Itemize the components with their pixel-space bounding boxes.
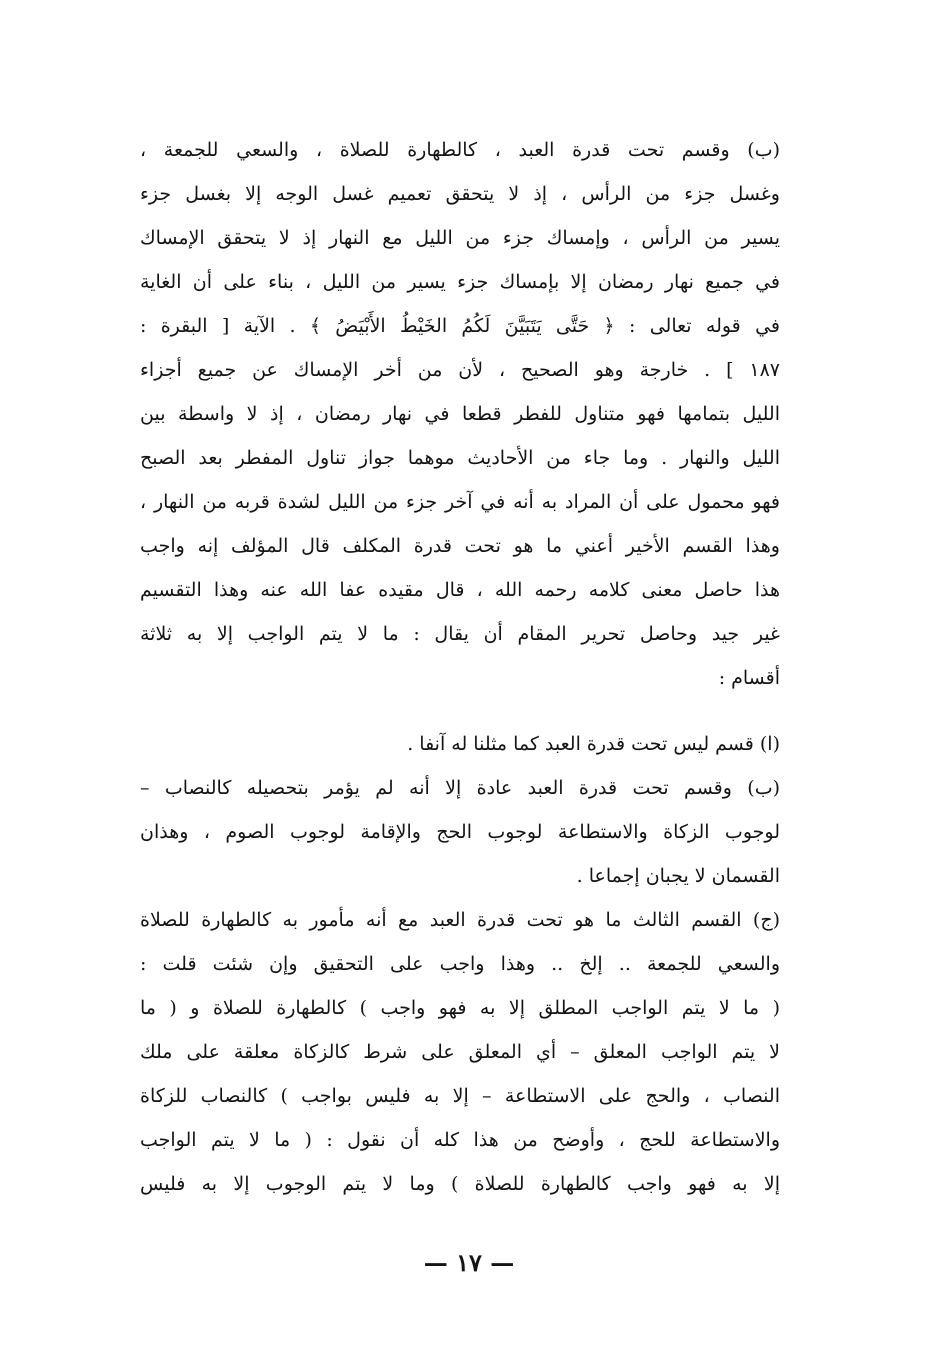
list-item-b: [140, 766, 780, 898]
text-line: في جميع نهار رمضان إلا بإمساك جزء يسير من الليل ، بناء على أن الغاية: [140, 271, 780, 293]
text-line: إلا به فهو واجب كالطهارة للصلاة ) وما لا يتم الوجوب إلا به فليس: [140, 1173, 780, 1195]
text-line: فهو محمول على أن المراد به أنه في آخر جزء من الليل لشدة قربه من النهار ،: [140, 491, 780, 513]
text-line: ١٨٧ ] . خارجة وهو الصحيح ، لأن من أخر الإمساك عن جميع أجزاء: [140, 359, 780, 381]
paragraph-main: [140, 128, 780, 700]
text-line: وهذا القسم الأخير أعني ما هو تحت قدرة المكلف قال المؤلف إنه واجب: [140, 535, 780, 557]
list-item-a: [140, 722, 780, 766]
text-line: القسمان لا يجبان إجماعا .: [576, 865, 780, 887]
text-line: والاستطاعة للحج ، وأوضح من هذا كله أن نقول : ( ما لا يتم الواجب: [140, 1129, 780, 1151]
text-line: وغسل جزء من الرأس ، إذ لا يتحقق تعميم غسل الوجه إلا بغسل جزء: [140, 183, 780, 205]
page-number: — ١٧ —: [423, 1248, 515, 1277]
text-line: أقسام :: [718, 667, 780, 689]
paragraph-gap: [140, 700, 780, 722]
text-line: الليل والنهار . وما جاء من الأحاديث موهما جواز تناول المفطر بعد الصبح: [140, 447, 780, 469]
text-line: يسير من الرأس ، وإمساك جزء من الليل مع النهار إذ لا يتحقق الإمساك: [140, 227, 780, 249]
text-line: لا يتم الواجب المعلق – أي المعلق على شرط كالزكاة معلقة على ملك: [140, 1041, 780, 1063]
text-line: ( ما لا يتم الواجب المطلق إلا به فهو واجب ) كالطهارة للصلاة و ( ما: [140, 997, 780, 1019]
text-line: (ا) قسم ليس تحت قدرة العبد كما مثلنا له آنفا .: [407, 733, 780, 755]
text-line: الليل بتمامها فهو متناول للفطر قطعا في نهار رمضان ، إذ لا واسطة بين: [140, 403, 780, 425]
text-line: هذا حاصل معنى كلامه رحمه الله ، قال مقيده عفا الله عنه وهذا التقسيم: [140, 579, 780, 601]
text-line: (ب) وقسم تحت قدرة العبد عادة إلا أنه لم يؤمر بتحصيله كالنصاب –: [140, 777, 780, 799]
list-item-c: [140, 898, 780, 1206]
text-line: في قوله تعالى : ﴿ حَتَّى يَتَبَيَّنَ لَكُمُ الخَيْطُ الأَبْيَضُ ﴾ . الآية [ البقرة :: [140, 315, 780, 337]
text-line: غير جيد وحاصل تحرير المقام أن يقال : ما لا يتم الواجب إلا به ثلاثة: [140, 623, 780, 645]
text-line: والسعي للجمعة .. إلخ .. وهذا واجب على التحقيق وإن شئت قلت :: [140, 953, 780, 975]
text-line: النصاب ، والحج على الاستطاعة – إلا به فليس بواجب ) كالنصاب للزكاة: [140, 1085, 780, 1107]
text-line: (ب) وقسم تحت قدرة العبد ، كالطهارة للصلاة ، والسعي للجمعة ،: [140, 139, 780, 161]
text-block-top: [140, 128, 780, 1206]
text-line: لوجوب الزكاة والاستطاعة لوجوب الحج والإقامة لوجوب الصوم ، وهذان: [140, 821, 780, 843]
text-line: (ج) القسم الثالث ما هو تحت قدرة العبد مع أنه مأمور به كالطهارة للصلاة: [140, 909, 780, 931]
